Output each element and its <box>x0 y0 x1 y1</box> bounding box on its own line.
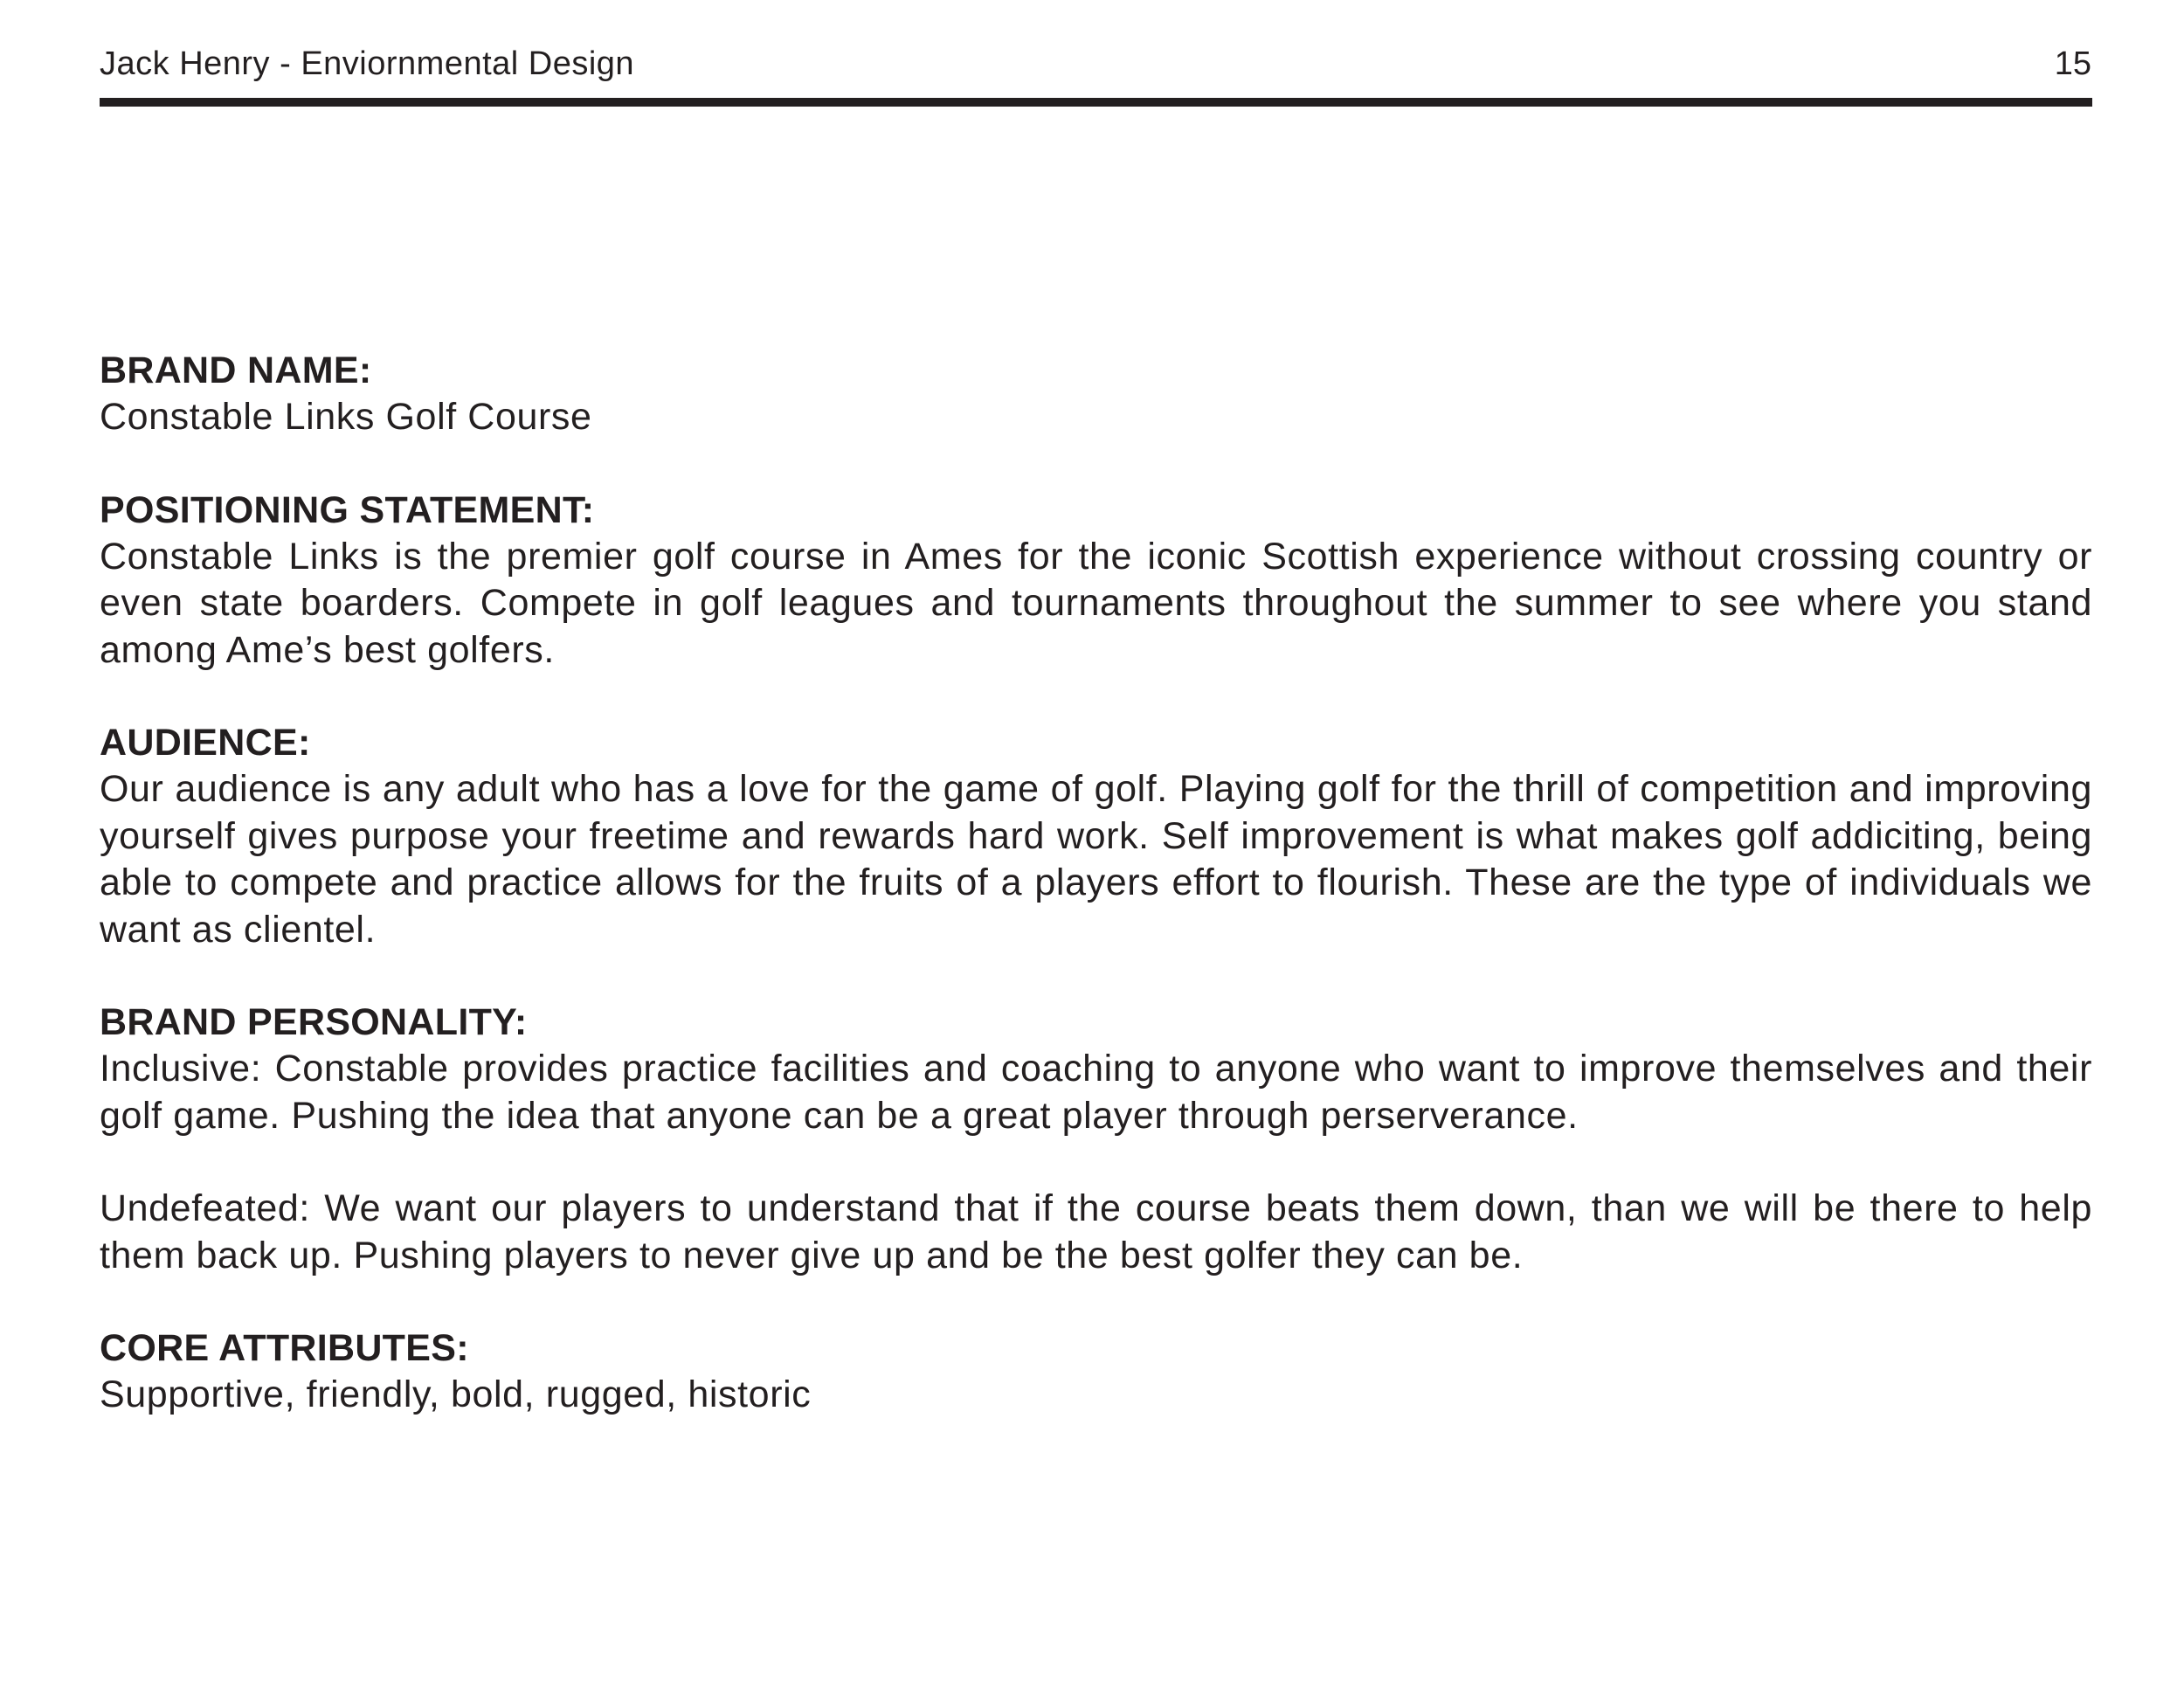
page-number: 15 <box>2054 45 2091 82</box>
brand-name-section <box>100 348 2092 441</box>
brand-name-heading: BRAND NAME: <box>100 349 372 391</box>
brand-name-text: Constable Links Golf Course <box>100 396 592 438</box>
header-title: Jack Henry - Enviornmental Design <box>100 45 635 82</box>
positioning-heading: POSITIONING STATEMENT: <box>100 488 595 531</box>
personality-inclusive-text: Inclusive: Constable provides practice facilities and coaching to anyone who want to improve themselves and their golf game. Pushing the idea that anyone can be a great player through perserverance. <box>100 1048 2092 1137</box>
page-header <box>100 42 2091 86</box>
positioning-text: Constable Links is the premier golf course in Ames for the iconic Scottish experience without crossing country or even state boarders. Compete in golf leagues and tournaments throughout the summer to see where you stand among Ame’s best golfers. <box>100 535 2092 671</box>
audience-text: Our audience is any adult who has a love for the game of golf. Playing golf for the thrill of competition and improving yourself gives purpose your freetime and rewards hard work. Self improvement is what makes golf addiciting, being able to compete and practice allows for the fruits of a players effort to flourish. These are the type of individuals we want as clientel. <box>100 768 2092 951</box>
personality-undefeated-text: Undefeated: We want our players to understand that if the course beats them down, than we will be there to help them back up. Pushing players to never give up and be the best golfer they can be. <box>100 1187 2092 1276</box>
audience-section <box>100 720 2092 953</box>
core-attributes-text: Supportive, friendly, bold, rugged, historic <box>100 1373 812 1415</box>
document-body <box>100 348 2092 1465</box>
brand-personality-heading: BRAND PERSONALITY: <box>100 1001 528 1043</box>
audience-heading: AUDIENCE: <box>100 722 311 764</box>
header-divider <box>100 98 2092 107</box>
positioning-section <box>100 488 2092 675</box>
brand-personality-section <box>100 1000 2092 1279</box>
core-attributes-section <box>100 1325 2092 1419</box>
core-attributes-heading: CORE ATTRIBUTES: <box>100 1327 469 1369</box>
paragraph-spacer <box>100 1139 2092 1186</box>
